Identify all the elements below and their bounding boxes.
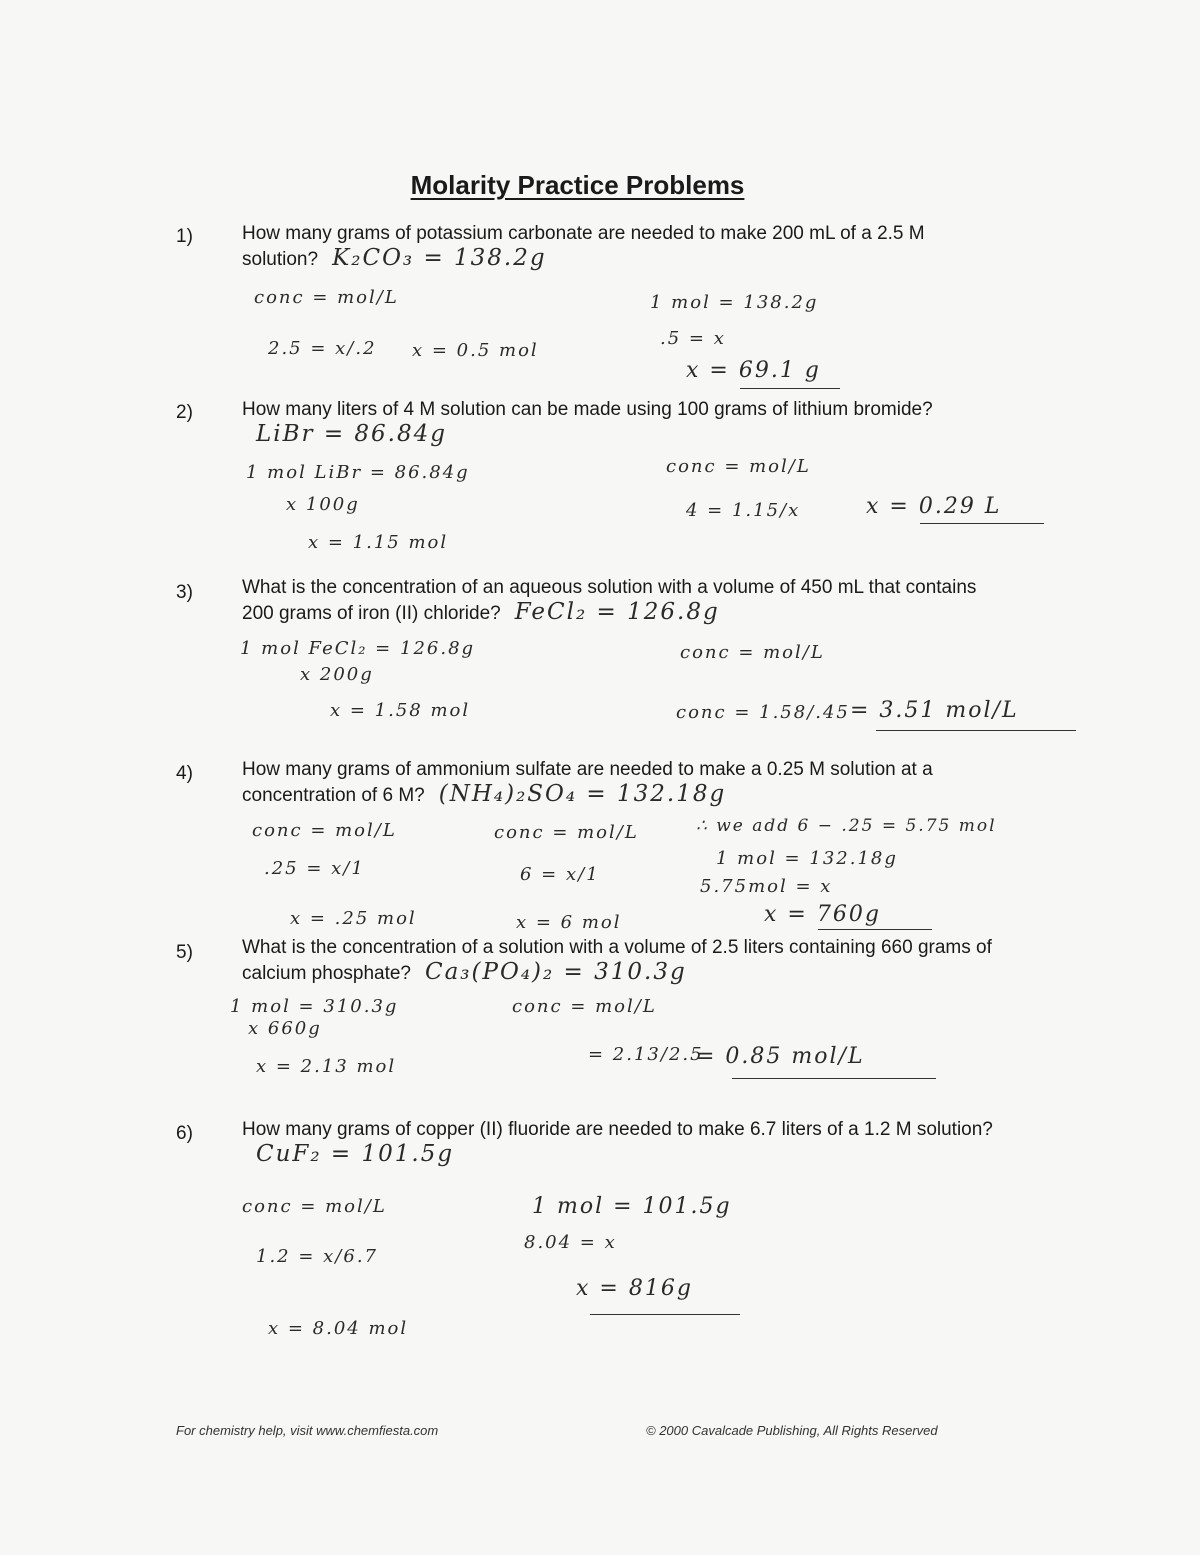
answer-underline (818, 929, 932, 930)
answer-underline (590, 1314, 740, 1315)
handwritten-work: x = .25 mol (290, 908, 417, 929)
handwritten-answer: x = 0.29 L (866, 494, 1002, 519)
handwritten-work: 1 mol = 310.3g (230, 996, 399, 1017)
question: How many grams of potassium carbonate are needed to make 200 mL of a 2.5 M solution? (242, 223, 925, 270)
page-title: Molarity Practice Problems (410, 170, 745, 200)
handwritten-formula: Ca₃(PO₄)₂ = 310.3g (425, 959, 687, 985)
question: What is the concentration of an aqueous solution with a volume of 450 mL that contains 200 grams of iron (II) chloride? (242, 577, 977, 624)
handwritten-answer: x = 69.1 g (686, 358, 821, 383)
problem-number: 6) (176, 1123, 193, 1144)
handwritten-answer: = 0.85 mol/L (696, 1044, 865, 1069)
handwritten-work: conc = mol/L (252, 820, 397, 841)
problem-number: 4) (176, 763, 193, 784)
handwritten-work: x 100g (286, 494, 360, 515)
handwritten-formula: CuF₂ = 101.5g (256, 1141, 455, 1167)
handwritten-work: 5.75mol = x (700, 876, 833, 897)
handwritten-answer: = 3.51 mol/L (850, 698, 1019, 723)
handwritten-work: 1.2 = x/6.7 (256, 1246, 378, 1267)
question: How many grams of ammonium sulfate are needed to make a 0.25 M solution at a concentration of 6 M? (242, 759, 933, 806)
answer-underline (732, 1078, 936, 1079)
handwritten-work: x = 8.04 mol (268, 1318, 409, 1339)
handwritten-work: 4 = 1.15/x (686, 500, 801, 521)
handwritten-work: x = 6 mol (516, 912, 622, 933)
handwritten-work: x = 1.15 mol (308, 532, 449, 553)
handwritten-work: 6 = x/1 (520, 864, 600, 885)
handwritten-work: conc = mol/L (494, 822, 639, 843)
answer-underline (920, 523, 1044, 524)
handwritten-work: 8.04 = x (524, 1232, 617, 1253)
answer-underline (876, 730, 1076, 731)
problem-text (242, 936, 1002, 986)
handwritten-work: x = 2.13 mol (256, 1056, 397, 1077)
handwritten-answer: x = 760g (764, 902, 881, 927)
footer-right: © 2000 Cavalcade Publishing, All Rights Reserved (646, 1423, 938, 1438)
handwritten-formula: FeCl₂ = 126.8g (514, 599, 720, 625)
handwritten-work: x 200g (300, 664, 374, 685)
handwritten-work: = 2.13/2.5 (588, 1044, 704, 1065)
problem-text (242, 1118, 1002, 1168)
handwritten-work: 1 mol FeCl₂ = 126.8g (240, 638, 476, 659)
handwritten-work: x = 0.5 mol (412, 340, 539, 361)
handwritten-work: 1 mol LiBr = 86.84g (246, 462, 470, 483)
handwritten-work: x 660g (248, 1018, 322, 1039)
answer-underline (740, 388, 840, 389)
handwritten-work: conc = mol/L (254, 287, 399, 308)
handwritten-work: 1 mol = 138.2g (650, 292, 819, 313)
question: How many liters of 4 M solution can be made using 100 grams of lithium bromide? (242, 399, 933, 420)
handwritten-work: conc = 1.58/.45 (676, 702, 850, 723)
question: What is the concentration of a solution with a volume of 2.5 liters containing 660 grams of calcium phosphate? (242, 937, 992, 984)
handwritten-work: ∴ we add 6 − .25 = 5.75 mol (696, 816, 997, 836)
problem-number: 1) (176, 226, 193, 247)
problem-number: 5) (176, 942, 193, 963)
handwritten-work: conc = mol/L (512, 996, 657, 1017)
handwritten-work: 2.5 = x/.2 (268, 338, 377, 359)
handwritten-work: .5 = x (660, 328, 726, 349)
problem-text (242, 398, 1002, 448)
handwritten-work: .25 = x/1 (264, 858, 365, 879)
problem-text (242, 758, 1002, 808)
footer-left: For chemistry help, visit www.chemfiesta.com (176, 1423, 439, 1438)
handwritten-formula: K₂CO₃ = 138.2g (332, 245, 547, 271)
question: How many grams of copper (II) fluoride are needed to make 6.7 liters of a 1.2 M solution? (242, 1119, 993, 1140)
handwritten-formula: (NH₄)₂SO₄ = 132.18g (438, 781, 727, 807)
handwritten-formula: LiBr = 86.84g (256, 421, 447, 447)
handwritten-work: 1 mol = 132.18g (716, 848, 898, 869)
handwritten-answer: x = 816g (576, 1276, 693, 1301)
problem-text (242, 222, 1002, 272)
problem-text (242, 576, 1002, 626)
problem-number: 2) (176, 402, 193, 423)
handwritten-work: x = 1.58 mol (330, 700, 471, 721)
handwritten-work: 1 mol = 101.5g (532, 1194, 732, 1219)
handwritten-work: conc = mol/L (242, 1196, 387, 1217)
handwritten-work: conc = mol/L (666, 456, 811, 477)
problem-number: 3) (176, 582, 193, 603)
handwritten-work: conc = mol/L (680, 642, 825, 663)
